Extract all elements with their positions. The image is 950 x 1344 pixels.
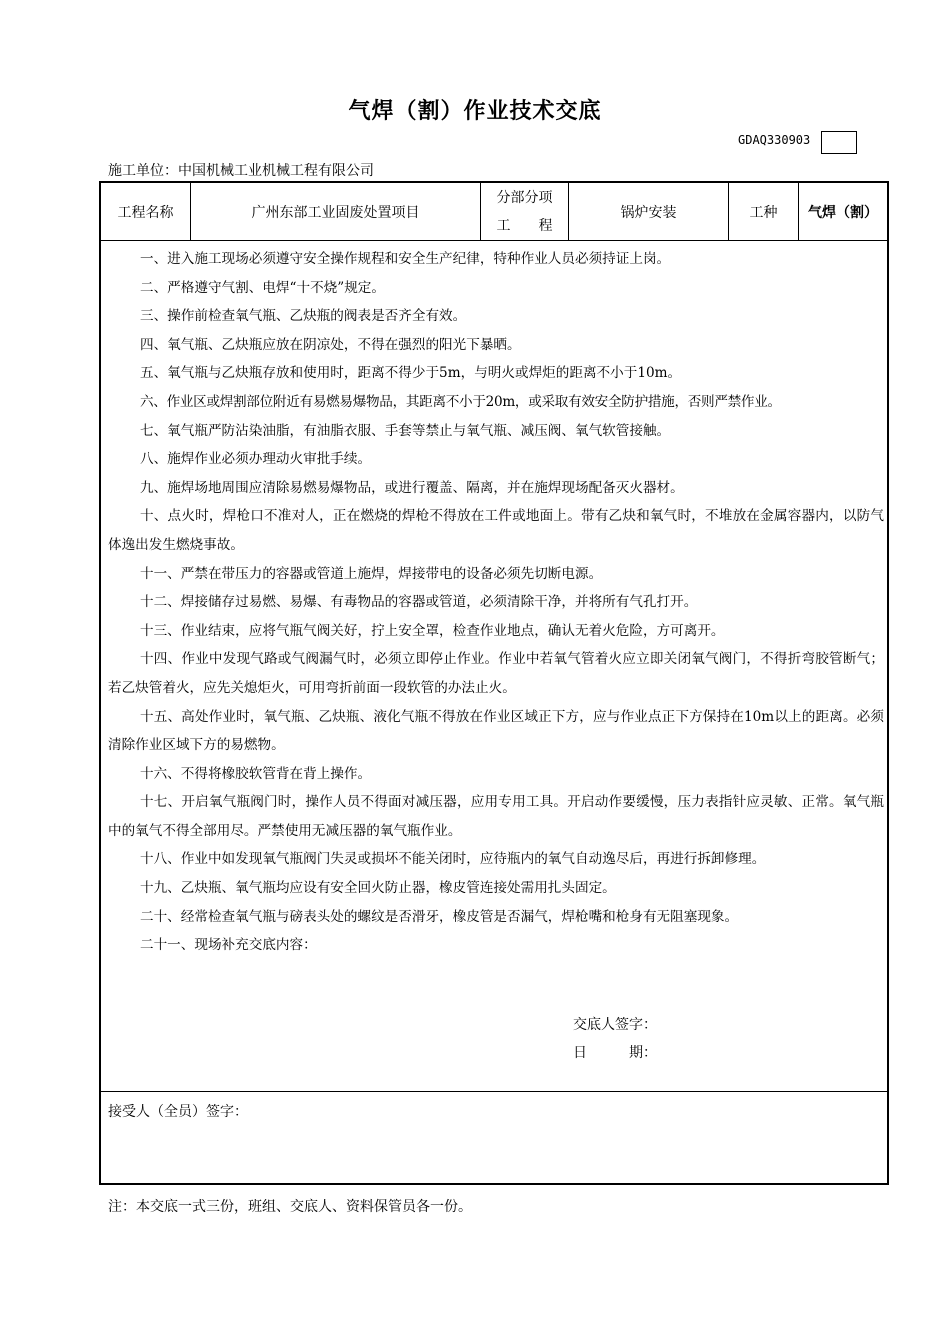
sub-project-value: 锅炉安装 (620, 204, 677, 221)
item-9: 九、施焊场地周围应清除易燃易爆物品，或进行覆盖、隔离，并在施焊现场配备灭火器材。 (140, 479, 684, 496)
item-15: 十五、高处作业时，氧气瓶、乙炔瓶、液化气瓶不得放在作业区域正下方，应与作业点正下方保持在10m以上的距离。必须清除作业区域下方的易燃物。 (108, 708, 884, 754)
sub-project-label-line1: 分部分项 (496, 189, 553, 206)
item-5: 五、氧气瓶与乙炔瓶存放和使用时，距离不得少于5m，与明火或焊炬的距离不小于10m。 (140, 365, 682, 382)
item-3: 三、操作前检查氧气瓶、乙炔瓶的阀表是否齐全有效。 (140, 308, 467, 325)
code-suffix-box (821, 131, 857, 154)
trade-value: 气焊（割） (808, 204, 878, 221)
item-10: 十、点火时，焊枪口不准对人，正在燃烧的焊枪不得放在工件或地面上。带有乙炔和氧气时，不堆放在金属容器内，以防气体逸出发生燃烧事故。 (108, 508, 884, 553)
item-20: 二十、经常检查氧气瓶与磅表头处的螺纹是否滑牙，橡皮管是否漏气，焊枪嘴和枪身有无阻塞现象。 (140, 908, 739, 925)
construction-unit: 施工单位：中国机械工业机械工程有限公司 (108, 163, 374, 179)
item-2: 二、严格遵守气割、电焊“十不烧”规定。 (140, 279, 385, 296)
sub-project-label (481, 183, 568, 240)
trade-label: 工种 (749, 204, 778, 221)
receiver-divider (99, 1091, 889, 1092)
item-6: 六、作业区或焊割部位附近有易燃易爆物品，其距离不小于20m，或采取有效安全防护措施，否则严禁作业。 (140, 393, 781, 410)
item-19: 十九、乙炔瓶、氧气瓶均应设有安全回火防止器，橡皮管连接处需用扎头固定。 (140, 880, 616, 897)
item-11: 十一、严禁在带压力的容器或管道上施焊，焊接带电的设备必须先切断电源。 (140, 565, 603, 582)
header-divider (99, 240, 889, 241)
item-8: 八、施焊作业必须办理动火审批手续。 (140, 451, 372, 468)
item-4: 四、氧气瓶、乙炔瓶应放在阴凉处，不得在强烈的阳光下暴晒。 (140, 336, 521, 353)
project-name-value: 广州东部工业固废处置项目 (251, 204, 420, 221)
footnote: 注：本交底一式三份，班组、交底人、资料保管员各一份。 (108, 1199, 472, 1215)
item-17: 十七、开启氧气瓶阀门时，操作人员不得面对减压器，应用专用工具。开启动作要缓慢，压力表指针应灵敏、正常。氧气瓶中的氧气不得全部用尽。严禁使用无减压器的氧气瓶作业。 (108, 794, 884, 839)
discloser-signature-label: 交底人签字： (573, 1017, 657, 1033)
item-1: 一、进入施工现场必须遵守安全操作规程和安全生产纪律，特种作业人员必须持证上岗。 (140, 251, 671, 267)
item-16: 十六、不得将橡胶软管背在背上操作。 (140, 765, 372, 782)
item-12: 十二、焊接储存过易燃、易爆、有毒物品的容器或管道，必须清除干净，并将所有气孔打开。 (140, 594, 698, 611)
project-name-label: 工程名称 (117, 204, 174, 221)
item-7: 七、氧气瓶严防沾染油脂，有油脂衣服、手套等禁止与氧气瓶、减压阀、氧气软管接触。 (140, 422, 671, 439)
document-code: GDAQ330903 (738, 133, 811, 147)
item-21: 二十一、现场补充交底内容： (140, 937, 317, 954)
disclosure-content (108, 245, 884, 960)
item-18: 十八、作业中如发现氧气瓶阀门失灵或损坏不能关闭时，应待瓶内的氧气自动逸尽后，再进行拆卸修理。 (140, 851, 766, 868)
page-title: 气焊（割）作业技术交底 (348, 99, 602, 124)
disclosure-date-label: 日 期： (573, 1045, 657, 1061)
item-13: 十三、作业结束，应将气瓶气阀关好，拧上安全罩，检查作业地点，确认无着火危险，方可离开。 (140, 622, 725, 639)
receiver-signature-label: 接受人（全员）签字： (108, 1104, 248, 1120)
item-14: 十四、作业中发现气路或气阀漏气时，必须立即停止作业。作业中若氧气管着火应立即关闭氧气阀门，不得折弯胶管断气；若乙炔管着火，应先关熄炬火，可用弯折前面一段软管的办法止火。 (108, 651, 884, 696)
sub-project-label-line2: 工 程 (496, 217, 553, 234)
